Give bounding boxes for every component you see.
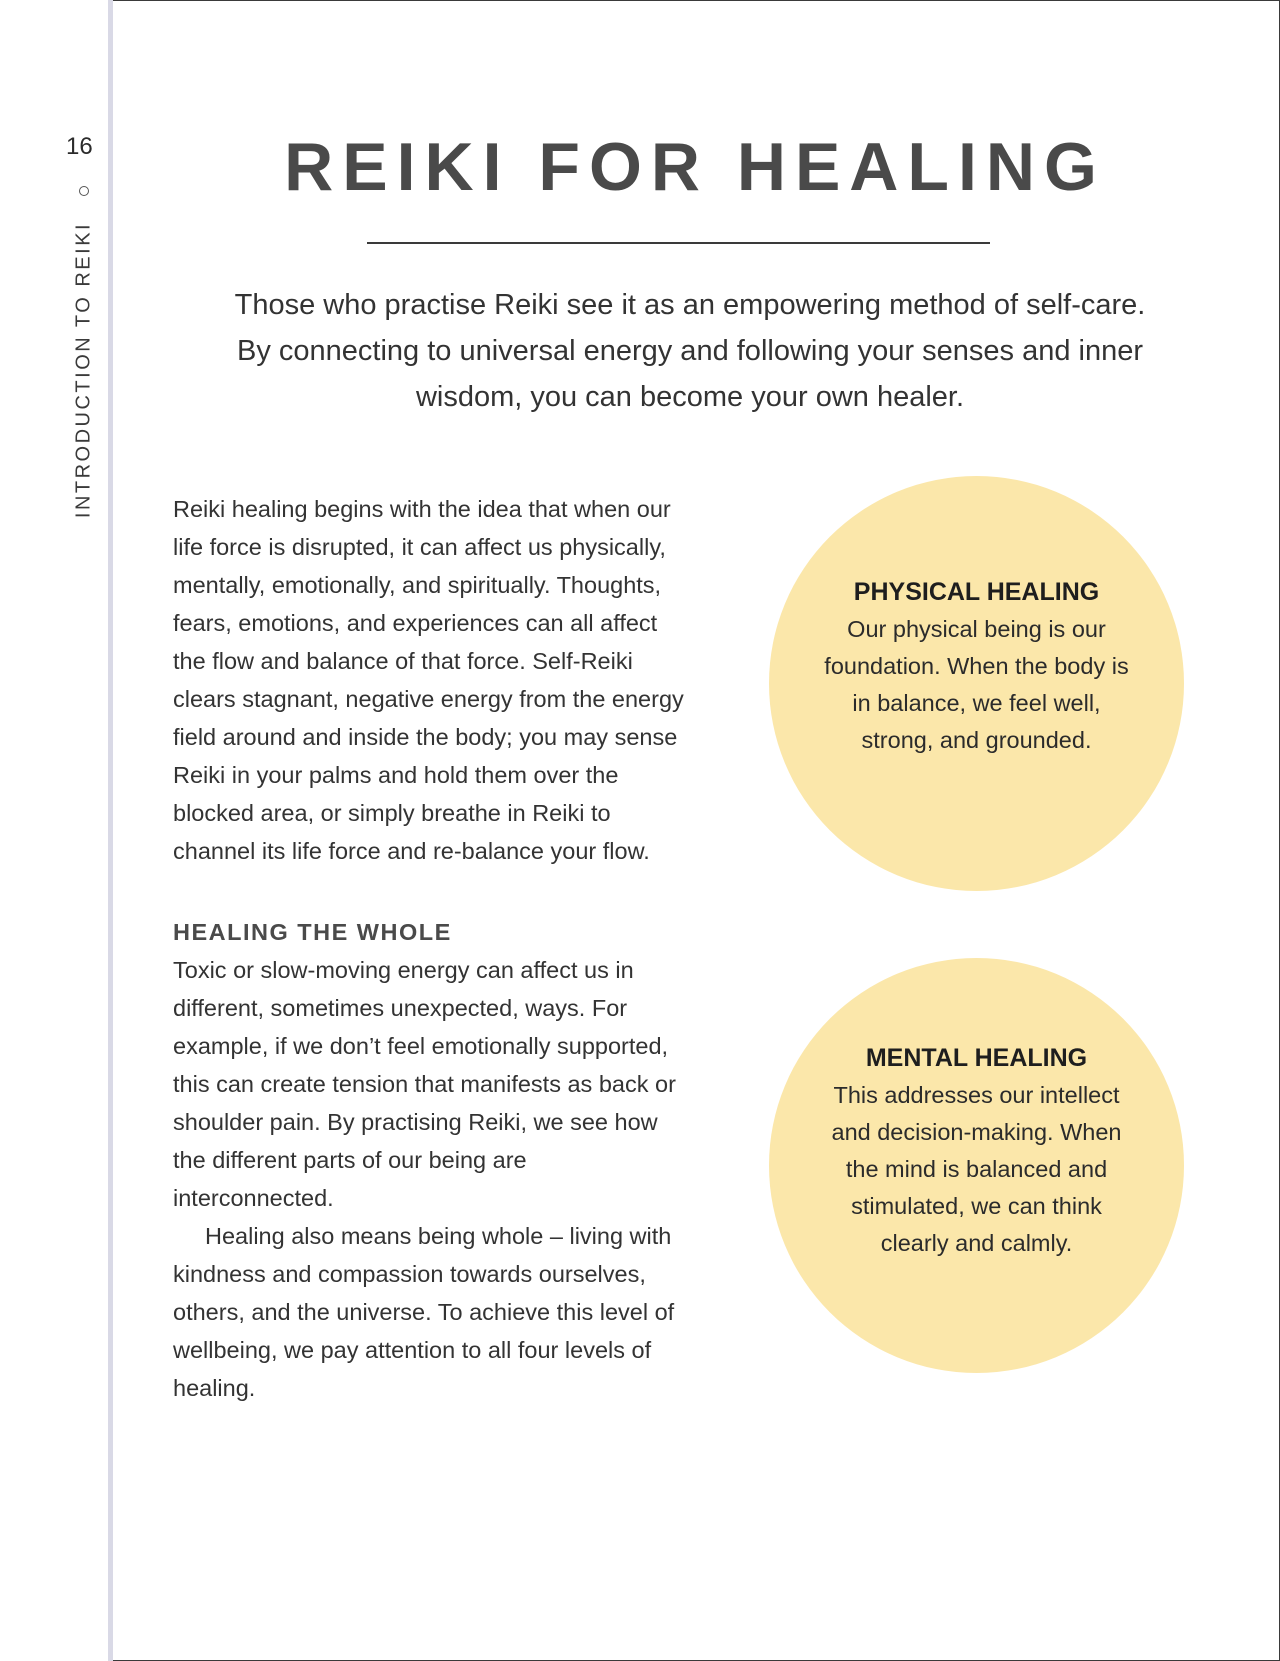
callout-text: This addresses our intellect and decision-making. When the mind is balanced and stimulated, we can think clearly and calmly.	[831, 1082, 1122, 1256]
callout-physical-healing	[769, 476, 1184, 891]
spine-divider	[108, 0, 113, 1661]
section-dot-icon	[79, 186, 89, 196]
body-paragraph: Reiki healing begins with the idea that when our life force is disrupted, it can affect us physically, mentally, emotionally, and spiritually. Thoughts, fears, emotions, and experiences can all affect the flow and balance of that force. Self-Reiki clears stagnant, negative energy from the energy field around and inside the body; you may sense Reiki in your palms and hold them over the blocked area, or simply breathe in Reiki to channel its life force and re-balance your flow.	[173, 496, 684, 864]
intro-paragraph: Those who practise Reiki see it as an empowering method of self-care. By connecting to universal energy and following your senses and inner wisdom, you can become your own healer.	[234, 289, 1146, 413]
title-divider	[367, 242, 990, 244]
page-number: 16	[66, 133, 93, 160]
callout-text: Our physical being is our foundation. When the body is in balance, we feel well, strong, and grounded.	[824, 616, 1129, 753]
page-title: REIKI FOR HEALING	[284, 129, 1106, 205]
page-spine	[0, 0, 112, 1661]
callout-title: MENTAL HEALING	[865, 1044, 1088, 1072]
callout-mental-healing	[769, 958, 1184, 1373]
section-label: INTRODUCTION TO REIKI	[72, 221, 95, 519]
callout-title: PHYSICAL HEALING	[853, 578, 1100, 606]
body-column	[173, 490, 693, 1407]
subheading: HEALING THE WHOLE	[173, 919, 452, 945]
body-paragraph: Toxic or slow-moving energy can affect us in different, sometimes unexpected, ways. For example, if we don’t feel emotionally supported, this can create tension that manifests as back or shoulder pain. By practising Reiki, we see how the different parts of our being are interconnected.	[173, 957, 676, 1211]
body-paragraph: Healing also means being whole – living with kindness and compassion towards ourselves, others, and the universe. To achieve this level of wellbeing, we pay attention to all four levels of healing.	[173, 1223, 675, 1401]
